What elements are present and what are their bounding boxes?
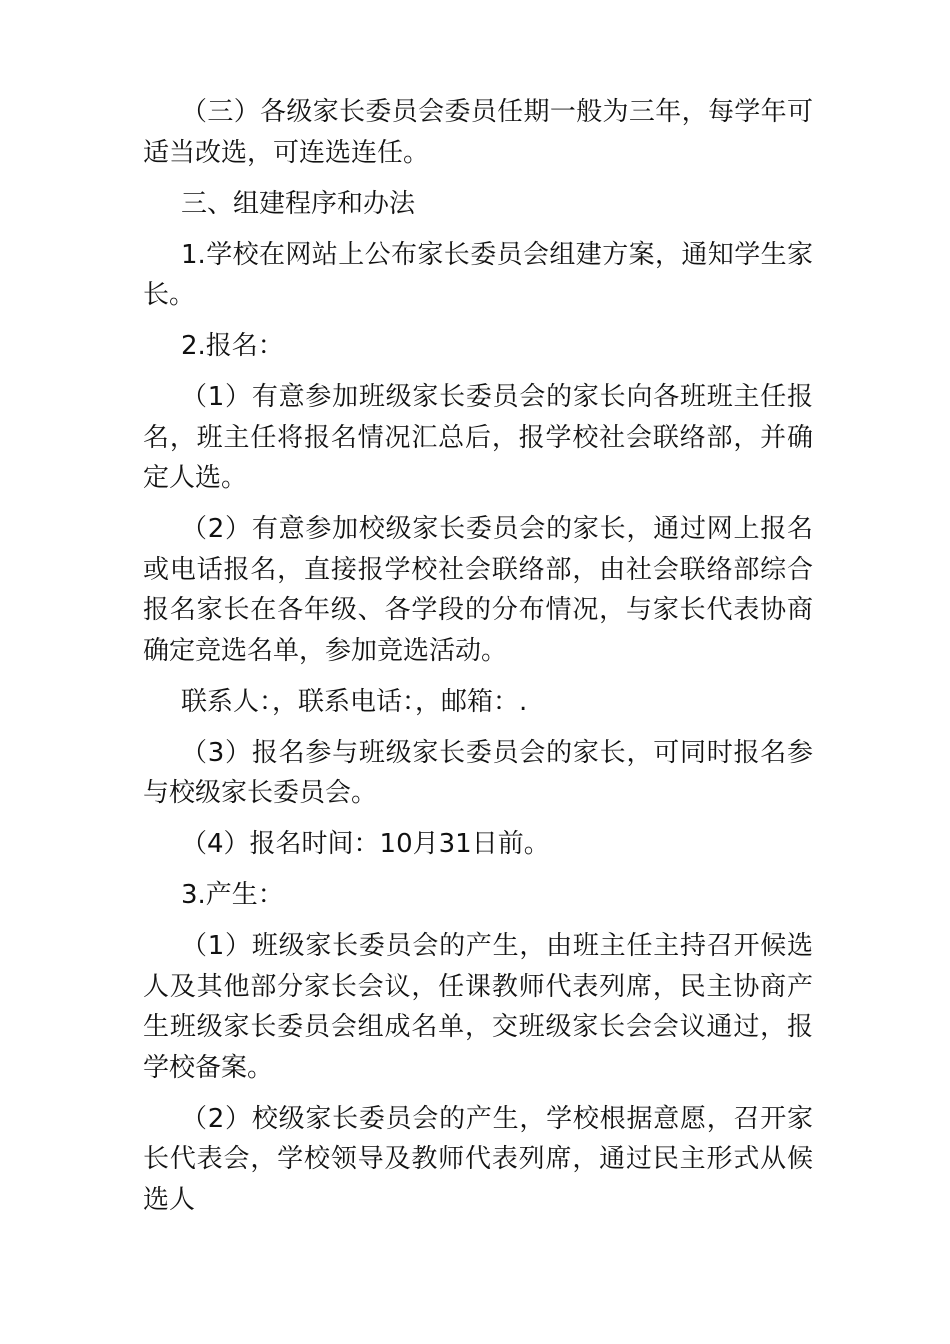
section-heading-procedures: 三、组建程序和办法 — [181, 188, 416, 219]
paragraph-publish-plan: 1.学校在网站上公布家长委员会组建方案，通知学生家长。 — [143, 239, 813, 310]
document-body — [143, 92, 813, 1231]
paragraph-registration-deadline: （4）报名时间：10月31日前。 — [181, 829, 550, 859]
paragraph-term-of-office: （三）各级家长委员会委员任期一般为三年，每学年可适当改选，可连选连任。 — [143, 97, 813, 168]
subheading-registration: 2.报名： — [181, 331, 284, 361]
paragraph-class-registration: （1）有意参加班级家长委员会的家长向各班班主任报名，班主任将报名情况汇总后，报学校社会联络部，并确定人选。 — [143, 382, 813, 493]
paragraph-school-committee-selection: （2）校级家长委员会的产生，学校根据意愿，召开家长代表会，学校领导及教师代表列席，通过民主形式从候选人 — [143, 1103, 813, 1215]
paragraph-dual-registration: （3）报名参与班级家长委员会的家长，可同时报名参与校级家长委员会。 — [143, 737, 813, 808]
paragraph-contact-info: 联系人：，联系电话：，邮箱：. — [181, 686, 528, 717]
paragraph-school-registration: （2）有意参加校级家长委员会的家长，通过网上报名或电话报名，直接报学校社会联络部，由社会联络部综合报名家长在各年级、各学段的分布情况，与家长代表协商确定竞选名单，参加竞选活动。 — [143, 514, 813, 666]
subheading-selection: 3.产生： — [181, 880, 284, 910]
paragraph-class-committee-selection: （1）班级家长委员会的产生，由班主任主持召开候选人及其他部分家长会议，任课教师代表列席，民主协商产生班级家长委员会组成名单，交班级家长会会议通过，报学校备案。 — [143, 931, 813, 1083]
